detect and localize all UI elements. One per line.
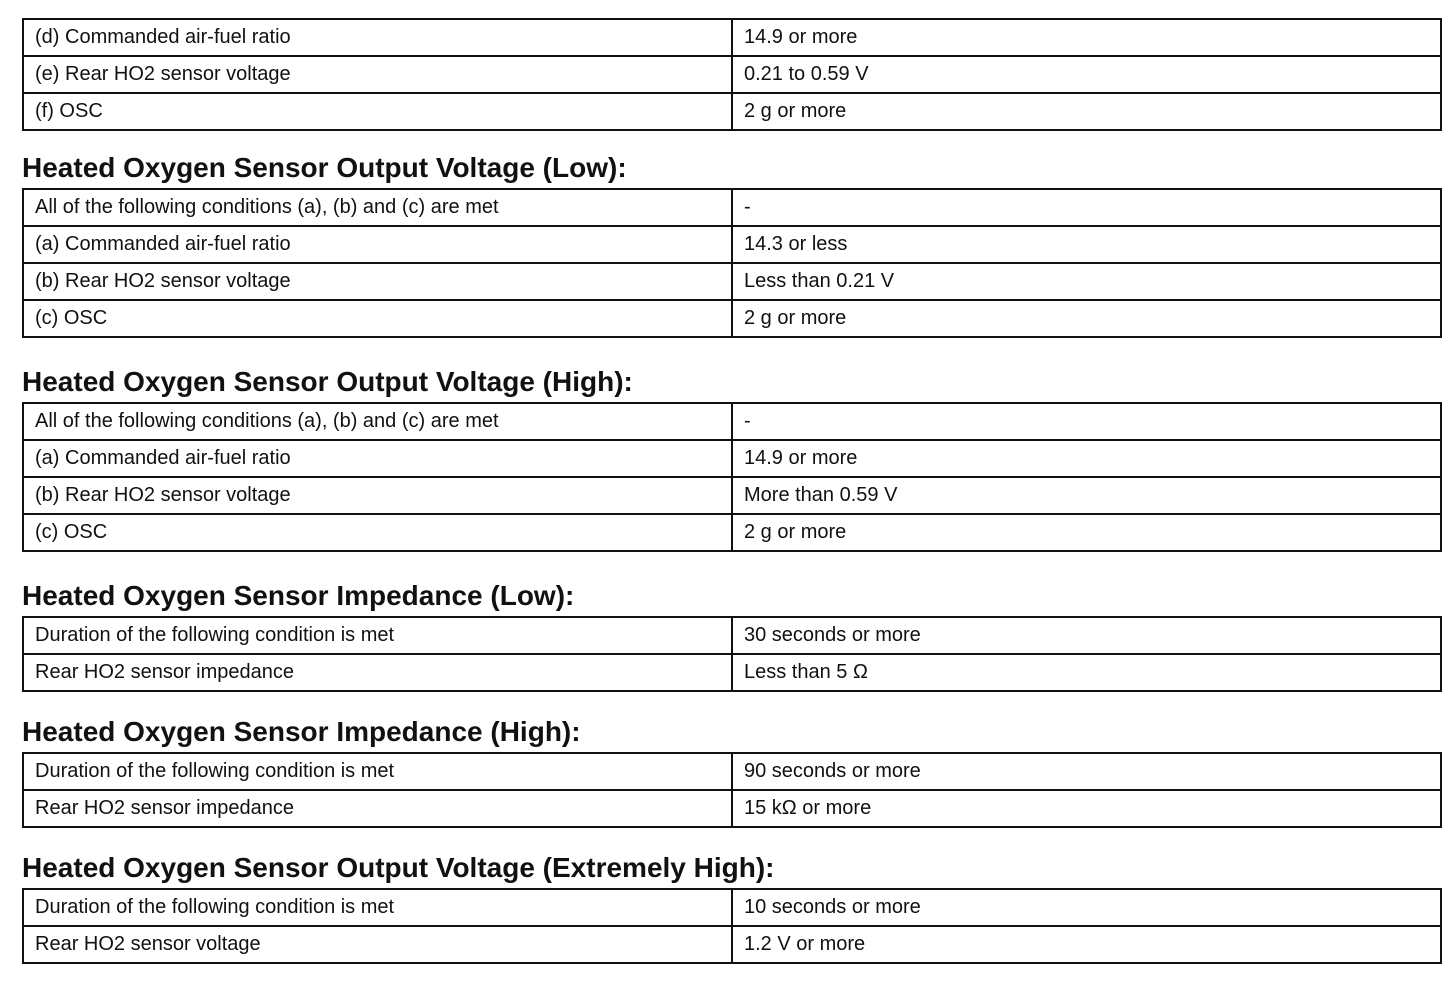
table-row [23,403,1441,440]
table-row [23,263,1441,300]
threshold-cell: 2 g or more [732,93,1441,130]
section-heading: Heated Oxygen Sensor Impedance (High): [22,716,581,747]
threshold-cell: Less than 0.21 V [732,263,1441,300]
threshold-cell: 14.9 or more [732,440,1441,477]
table-row [23,226,1441,263]
threshold-cell: 90 seconds or more [732,753,1441,790]
threshold-cell: 15 kΩ or more [732,790,1441,827]
section-heading: Heated Oxygen Sensor Output Voltage (Low): [22,152,627,183]
condition-cell: All of the following conditions (a), (b) and (c) are met [23,403,732,440]
condition-cell: Rear HO2 sensor voltage [23,926,732,963]
condition-table [22,752,1442,828]
condition-cell: (a) Commanded air-fuel ratio [23,440,732,477]
condition-cell: (b) Rear HO2 sensor voltage [23,477,732,514]
table-row [23,617,1441,654]
threshold-cell: - [732,403,1441,440]
table-row [23,514,1441,551]
condition-cell: Rear HO2 sensor impedance [23,654,732,691]
condition-cell: Rear HO2 sensor impedance [23,790,732,827]
table-row [23,889,1441,926]
condition-table [22,888,1442,964]
threshold-cell: 2 g or more [732,514,1441,551]
section-heading: Heated Oxygen Sensor Output Voltage (High): [22,366,633,397]
section-impedance-low [22,576,1440,692]
section-impedance-high [22,712,1440,828]
section-output-voltage-high [22,362,1440,552]
condition-cell: (f) OSC [23,93,732,130]
condition-table [22,18,1442,131]
condition-cell: (a) Commanded air-fuel ratio [23,226,732,263]
table-row [23,654,1441,691]
condition-cell: (b) Rear HO2 sensor voltage [23,263,732,300]
threshold-cell: 1.2 V or more [732,926,1441,963]
threshold-cell: 30 seconds or more [732,617,1441,654]
section-output-voltage-extremely-high [22,848,1440,964]
threshold-cell: 14.9 or more [732,19,1441,56]
table-row [23,477,1441,514]
condition-cell: Duration of the following condition is met [23,753,732,790]
condition-cell: Duration of the following condition is met [23,889,732,926]
table-row [23,300,1441,337]
section-continued [22,18,1440,131]
threshold-cell: - [732,189,1441,226]
table-row [23,19,1441,56]
threshold-cell: More than 0.59 V [732,477,1441,514]
table-row [23,440,1441,477]
table-row [23,790,1441,827]
table-row [23,93,1441,130]
threshold-cell: 0.21 to 0.59 V [732,56,1441,93]
condition-table [22,188,1442,338]
condition-cell: (c) OSC [23,300,732,337]
table-row [23,189,1441,226]
section-output-voltage-low [22,148,1440,338]
section-heading: Heated Oxygen Sensor Output Voltage (Extremely High): [22,852,775,883]
threshold-cell: 10 seconds or more [732,889,1441,926]
section-heading: Heated Oxygen Sensor Impedance (Low): [22,580,575,611]
threshold-cell: Less than 5 Ω [732,654,1441,691]
condition-table [22,616,1442,692]
threshold-cell: 2 g or more [732,300,1441,337]
condition-cell: All of the following conditions (a), (b) and (c) are met [23,189,732,226]
table-row [23,926,1441,963]
condition-cell: (e) Rear HO2 sensor voltage [23,56,732,93]
condition-table [22,402,1442,552]
threshold-cell: 14.3 or less [732,226,1441,263]
condition-cell: (c) OSC [23,514,732,551]
table-row [23,56,1441,93]
table-row [23,753,1441,790]
condition-cell: Duration of the following condition is met [23,617,732,654]
condition-cell: (d) Commanded air-fuel ratio [23,19,732,56]
